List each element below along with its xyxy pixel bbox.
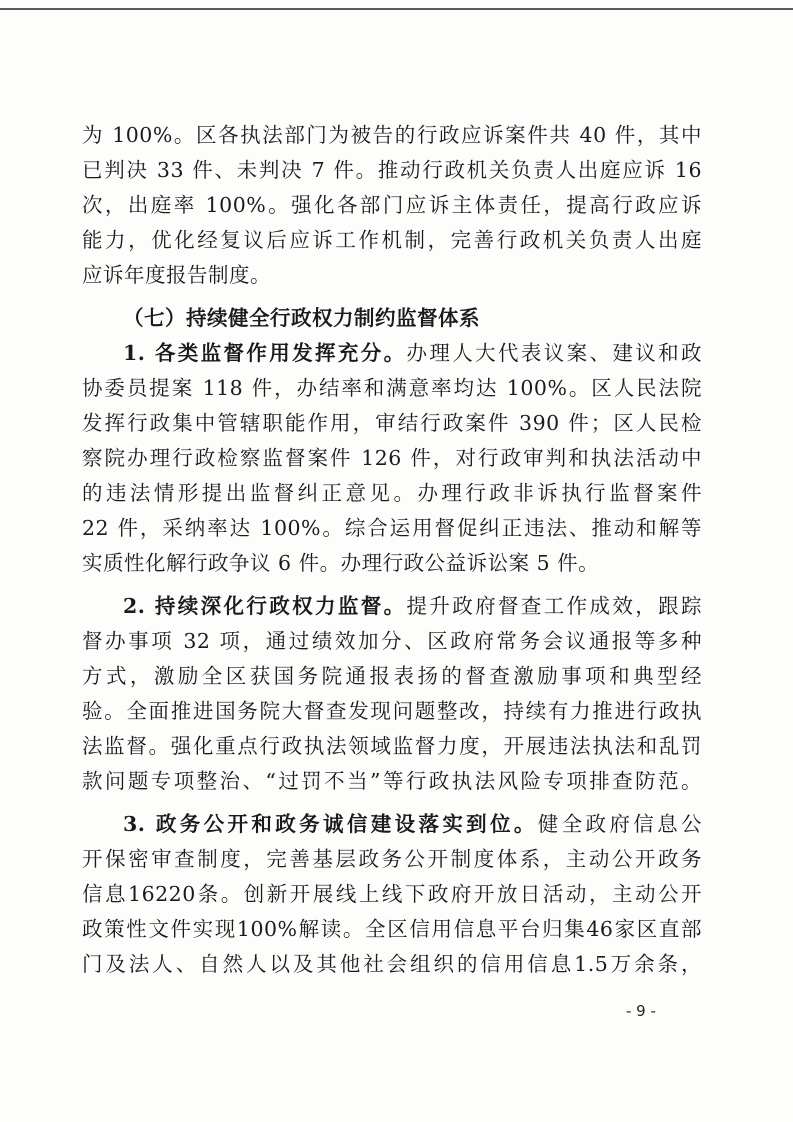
item-title: 1. 各类监督作用发挥充分。 — [123, 341, 407, 365]
text-line: 察院办理行政检察监督案件 126 件，对行政审判和执法活动中 — [82, 446, 702, 470]
text-line: 协委员提案 118 件，办结率和满意率均达 100%。区人民法院 — [82, 376, 702, 400]
text-line: 法监督。强化重点行政执法领域监督力度，开展违法执法和乱罚 — [82, 734, 702, 758]
text-line: 22 件，采纳率达 100%。综合运用督促纠正违法、推动和解等 — [82, 516, 702, 540]
text-line: 开保密审查制度，完善基层政务公开制度体系，主动公开政务 — [82, 847, 702, 871]
text-line: 款问题专项整治、“过罚不当”等行政执法风险专项排查防范。 — [82, 769, 702, 793]
text-line: 政策性文件实现100%解读。全区信用信息平台归集46家区直部 — [82, 917, 702, 941]
paragraph-item-1 — [82, 336, 702, 581]
item-text: 办理人大代表议案、建议和政 — [406, 341, 702, 365]
text-line: 发挥行政集中管辖职能作用，审结行政案件 390 件；区人民检 — [82, 411, 702, 435]
item-title: 3. 政务公开和政务诚信建设落实到位。 — [123, 812, 538, 836]
text-line: 能力，优化经复议后应诉工作机制，完善行政机关负责人出庭 — [82, 228, 702, 252]
item-text: 提升政府督查工作成效，跟踪 — [406, 594, 702, 618]
page-number: - 9 - — [626, 1002, 656, 1020]
text-line: 督办事项 32 项，通过绩效加分、区政府常务会议通报等多种 — [82, 629, 702, 653]
item-title: 2. 持续深化行政权力监督。 — [123, 594, 407, 618]
top-border-line — [0, 8, 793, 10]
text-line — [82, 807, 702, 842]
text-line: 已判决 33 件、未判决 7 件。推动行政机关负责人出庭应诉 16 — [82, 158, 702, 182]
text-line: 为 100%。区各执法部门为被告的行政应诉案件共 40 件，其中 — [82, 123, 702, 147]
document-body — [82, 118, 702, 982]
item-text: 健全政府信息公 — [537, 812, 703, 836]
text-line — [82, 589, 702, 624]
paragraph-item-2 — [82, 589, 702, 799]
text-line: 的违法情形提出监督纠正意见。办理行政非诉执行监督案件 — [82, 481, 702, 505]
text-line: 门及法人、自然人以及其他社会组织的信用信息1.5万余条， — [82, 952, 702, 976]
text-line: 方式，激励全区获国务院通报表扬的督查激励事项和典型经 — [82, 664, 702, 688]
paragraph-litigation — [82, 118, 702, 293]
text-line — [82, 336, 702, 371]
text-line: 信息16220条。创新开展线上线下政府开放日活动，主动公开 — [82, 882, 702, 906]
text-line: 次，出庭率 100%。强化各部门应诉主体责任，提高行政应诉 — [82, 193, 702, 217]
text-line: 验。全面推进国务院大督查发现问题整改，持续有力推进行政执 — [82, 699, 702, 723]
paragraph-item-3 — [82, 807, 702, 982]
section-heading: （七）持续健全行政权力制约监督体系 — [123, 306, 480, 330]
text-line: 实质性化解行政争议 6 件。办理行政公益诉讼案 5 件。 — [82, 551, 600, 575]
text-line: 应诉年度报告制度。 — [82, 263, 271, 287]
